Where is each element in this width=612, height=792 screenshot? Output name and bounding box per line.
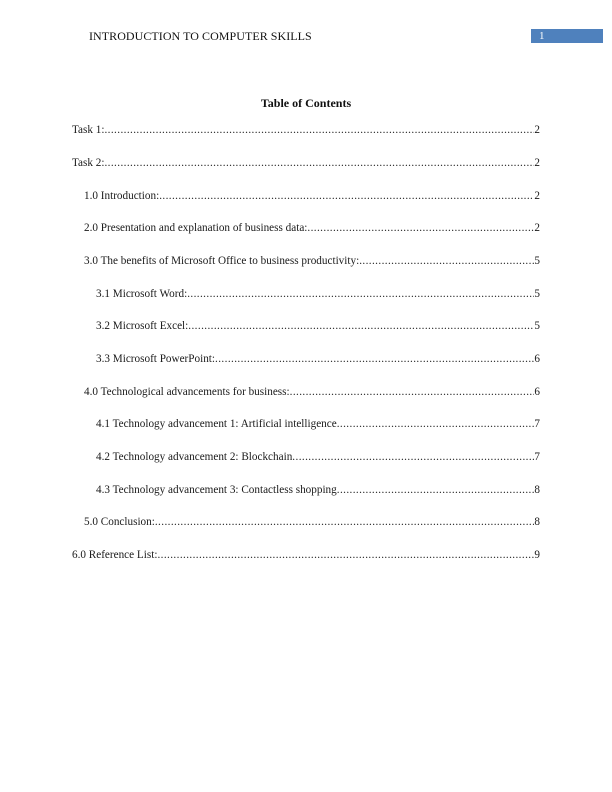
toc-entry-label: 4.1 Technology advancement 1: Artificial intelligence — [96, 418, 337, 430]
toc-entry-page: 7 — [534, 451, 540, 463]
toc-entry-label: 1.0 Introduction: — [84, 190, 160, 202]
dot-leader — [188, 319, 534, 333]
toc-heading: Table of Contents — [260, 96, 352, 110]
dot-leader — [155, 515, 535, 529]
page-number: 1 — [539, 30, 545, 42]
dot-leader — [215, 352, 534, 366]
toc-entry-business-data[interactable] — [84, 221, 540, 235]
toc-entry-contactless-shopping[interactable] — [96, 483, 540, 497]
dot-leader — [337, 417, 535, 431]
toc-entry-page: 5 — [534, 255, 540, 267]
toc-entry-artificial-intelligence[interactable] — [96, 417, 540, 431]
toc-entry-introduction[interactable] — [84, 189, 540, 203]
toc-entry-ms-word[interactable] — [96, 287, 540, 301]
dot-leader — [359, 254, 534, 268]
toc-entry-page: 6 — [534, 353, 540, 365]
toc-entry-label: 5.0 Conclusion: — [84, 516, 155, 528]
page-number-badge — [531, 29, 603, 43]
toc-entry-label: 3.1 Microsoft Word: — [96, 288, 188, 300]
toc-entry-label: 4.3 Technology advancement 3: Contactless shopping — [96, 484, 337, 496]
running-header-title: INTRODUCTION TO COMPUTER SKILLS — [89, 29, 312, 43]
dot-leader — [159, 189, 534, 203]
toc-entry-conclusion[interactable] — [84, 515, 540, 529]
toc-entry-tech-advancements[interactable] — [84, 385, 540, 399]
toc-entry-label: 4.0 Technological advancements for business: — [84, 386, 290, 398]
toc-entry-page: 6 — [534, 386, 540, 398]
toc-entry-page: 2 — [534, 190, 540, 202]
toc-entry-label: 2.0 Presentation and explanation of business data: — [84, 222, 308, 234]
toc-entry-reference-list[interactable] — [72, 548, 540, 562]
toc-entry-page: 8 — [534, 484, 540, 496]
toc-entry-page: 2 — [534, 222, 540, 234]
dot-leader — [337, 483, 535, 497]
toc-entry-page: 5 — [534, 288, 540, 300]
toc-entry-label: 4.2 Technology advancement 2: Blockchain — [96, 451, 293, 463]
dot-leader — [290, 385, 535, 399]
dot-leader — [104, 123, 534, 137]
toc-entry-task-2[interactable] — [72, 156, 540, 170]
toc-entry-label: Task 2: — [72, 157, 105, 169]
toc-entry-label: 6.0 Reference List: — [72, 549, 158, 561]
toc-entry-page: 7 — [534, 418, 540, 430]
dot-leader — [157, 548, 534, 562]
toc-entry-page: 2 — [534, 157, 540, 169]
dot-leader — [187, 287, 534, 301]
dot-leader — [292, 450, 534, 464]
toc-entry-ms-office-benefits[interactable] — [84, 254, 540, 268]
toc-entry-label: 3.2 Microsoft Excel: — [96, 320, 189, 332]
dot-leader — [104, 156, 534, 170]
dot-leader — [307, 221, 534, 235]
toc-entry-task-1[interactable] — [72, 123, 540, 137]
toc-entry-ms-excel[interactable] — [96, 319, 540, 333]
toc-entry-label: Task 1: — [72, 124, 105, 136]
toc-entry-ms-powerpoint[interactable] — [96, 352, 540, 366]
toc-entry-page: 2 — [534, 124, 540, 136]
toc-entry-page: 8 — [534, 516, 540, 528]
toc-entry-label: 3.0 The benefits of Microsoft Office to business productivity: — [84, 255, 360, 267]
toc-entry-blockchain[interactable] — [96, 450, 540, 464]
toc-entry-page: 5 — [534, 320, 540, 332]
toc-entry-label: 3.3 Microsoft PowerPoint: — [96, 353, 216, 365]
toc-entry-page: 9 — [534, 549, 540, 561]
